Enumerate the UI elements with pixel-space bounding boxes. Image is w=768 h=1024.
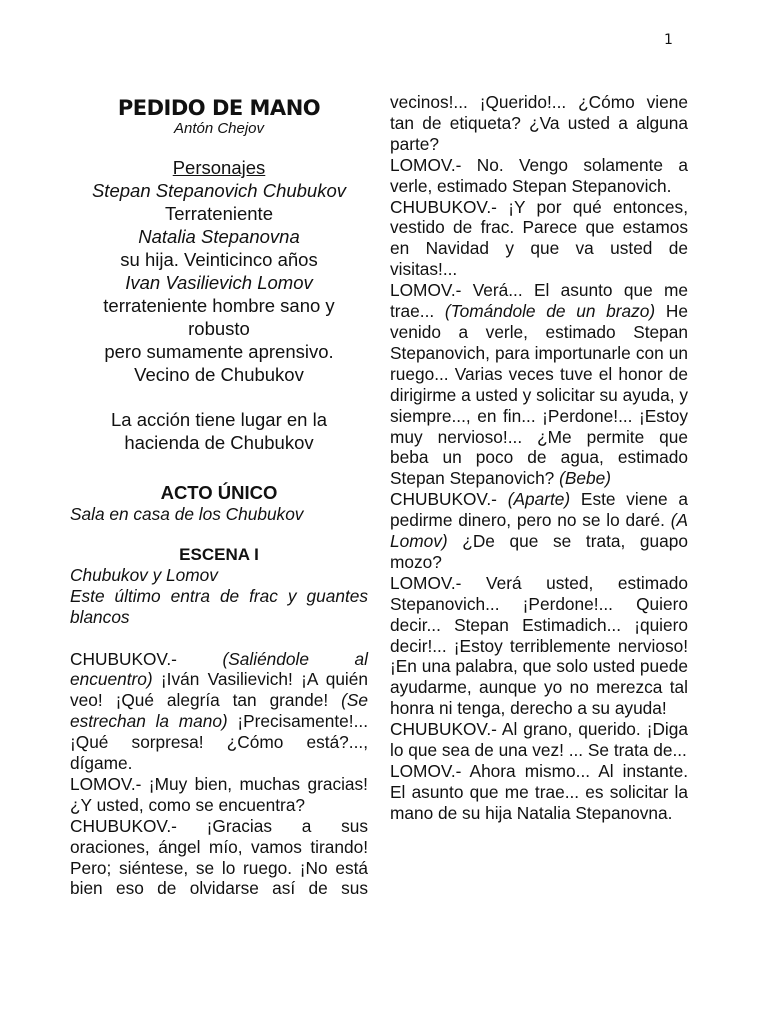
character-line: pero sumamente aprensivo. <box>104 341 334 362</box>
dialogue-paragraph <box>390 719 688 761</box>
character-line: su hija. Veinticinco años <box>120 249 318 270</box>
stage-direction: (Aparte) <box>507 489 571 510</box>
character-line: Natalia Stepanovna <box>138 226 300 247</box>
left-column <box>70 92 368 899</box>
dialogue-text: CHUBUKOV.- <box>70 648 223 669</box>
right-column <box>390 92 688 824</box>
dialogue-paragraph <box>390 280 688 489</box>
play-title: PEDIDO DE MANO <box>117 96 321 120</box>
stage-direction: (Bebe) <box>559 468 611 489</box>
dialogue-paragraph <box>390 155 688 197</box>
dialogue-paragraph: CHUBUKOV.- ¡Gracias a sus oraciones, ángel mío, vamos tirando! Pero; siéntese, se lo ruego. ¡No está bien eso de olvidarse así de sus <box>70 815 368 899</box>
dialogue-text: He venido a verle, estimado Stepan Stepanovich, para importunarle con un ruego... Varias veces tuve el honor de dirigirme a usted y solicitar su ayuda, y siempre..., en fin... ¡Perdone!... ¡Estoy muy nervioso!... ¿Me permite que beba un poco de agua, estimado Stepan Stepanovich? <box>390 301 688 489</box>
dialogue-text: Este viene a pedirme dinero, pero no se lo daré. <box>390 489 688 531</box>
author-name: Antón Chejov <box>173 120 265 137</box>
dialogue-text: LOMOV.- No. Vengo solamente a verle, estimado Stepan Stepanovich. <box>390 154 688 196</box>
dialogue-paragraph <box>70 649 368 774</box>
dialogue-text: ¿De que se trata, guapo mozo? <box>390 531 688 572</box>
dialogue-paragraph <box>390 761 688 824</box>
character-line: Terrateniente <box>165 203 273 224</box>
dialogue-text: LOMOV.- Verá usted, estimado Stepanovich... ¡Perdone!... Quiero decir... Stepan Estimadich... ¡quiero decir!... ¡Estoy terriblemente nervioso! ¡En una palabra, que solo usted puede ayudarme, aunque yo no merezca tal honra ni tenga, derecho a su ayuda! <box>390 572 688 719</box>
setting-text: La acción tiene lugar en la hacienda de Chubukov <box>111 409 327 453</box>
dialogue-right <box>390 92 688 824</box>
stage-direction: (Se estrechan la mano) <box>70 690 368 732</box>
dialogue-text: LOMOV.- Verá... El asunto que me trae... <box>390 280 688 322</box>
scene-stage-direction: Este último entra de frac y guantes blancos <box>70 585 368 627</box>
dialogue-paragraph <box>390 573 688 719</box>
scene-characters: Chubukov y Lomov <box>70 564 218 585</box>
character-line: Stepan Stepanovich Chubukov <box>91 180 347 201</box>
stage-direction: (Tomándole de un brazo) <box>444 301 656 322</box>
stage-direction: (A Lomov) <box>390 510 688 552</box>
dialogue-text: ¡Iván Vasilievich! ¡A quién veo! ¡Qué alegría tan grande! <box>70 669 368 711</box>
act-location: Sala en casa de los Chubukov <box>70 504 304 524</box>
dialogue-paragraph <box>70 774 368 816</box>
character-line: terrateniente hombre sano y robusto <box>103 295 335 339</box>
scene-title: ESCENA I <box>179 544 259 564</box>
dialogue-text: CHUBUKOV.- <box>390 489 508 510</box>
character-line: Ivan Vasilievich Lomov <box>125 272 313 293</box>
stage-direction: (Saliéndole al encuentro) <box>70 648 368 690</box>
dialogue-text: LOMOV.- ¡Muy bien, muchas gracias! ¿Y usted, como se encuentra? <box>70 773 368 815</box>
character-line: Vecino de Chubukov <box>134 364 304 385</box>
dialogue-left <box>70 649 368 900</box>
dialogue-paragraph: vecinos!... ¡Querido!... ¿Cómo viene tan de etiqueta? ¿Va usted a alguna parte? <box>390 92 688 154</box>
dialogue-text: ¡Precisamente!... ¡Qué sorpresa! ¿Cómo está?..., dígame. <box>70 711 368 774</box>
act-title: ACTO ÚNICO <box>160 482 278 503</box>
dialogue-text: CHUBUKOV.- ¡Y por qué entonces, vestido de frac. Parece que estamos en Navidad y que va usted de visitas!... <box>390 196 688 280</box>
dialogue-text: CHUBUKOV.- Al grano, querido. ¡Diga lo que sea de una vez! ... Se trata de... <box>390 719 688 761</box>
page-number: 1 <box>664 32 673 48</box>
dialogue-paragraph <box>390 197 688 281</box>
dialogue-text: LOMOV.- Ahora mismo... Al instante. El asunto que me trae... es solicitar la mano de su hija Natalia Stepanovna. <box>390 761 688 823</box>
personajes-heading: Personajes <box>172 157 266 178</box>
dialogue-paragraph <box>390 489 688 573</box>
